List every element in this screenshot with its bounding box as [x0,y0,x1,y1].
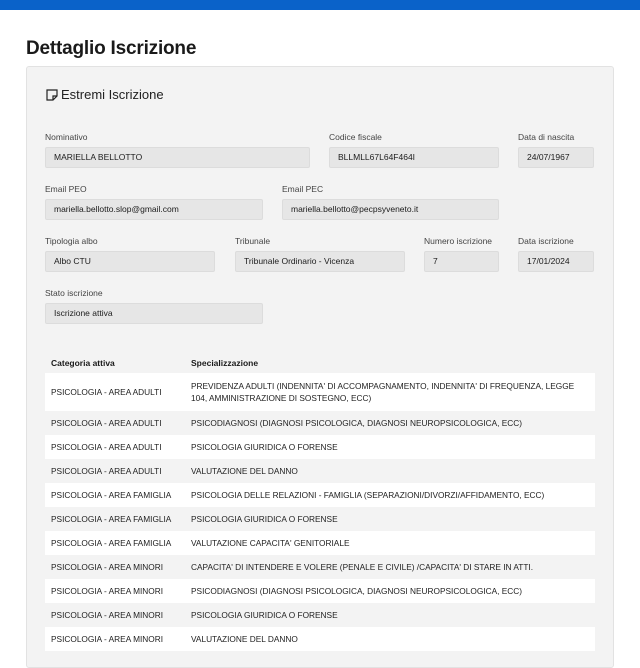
table-row [45,435,595,459]
stato-iscrizione-field: Iscrizione attiva [45,303,263,324]
row-category: PSICOLOGIA - AREA FAMIGLIA [51,538,172,548]
header-specializzazione: Specializzazione [191,357,259,368]
row-category: PSICOLOGIA - AREA MINORI [51,610,164,620]
row-specialization: PSICODIAGNOSI (DIAGNOSI PSICOLOGICA, DIAGNOSI NEUROPSICOLOGICA, ECC) [191,418,523,428]
specializations-table [45,352,595,651]
edit-note-icon [45,88,59,102]
data-iscrizione-field: 17/01/2024 [518,251,594,272]
email-peo-label: Email PEO [45,184,87,194]
data-iscrizione-label: Data iscrizione [518,236,574,246]
numero-iscrizione-field: 7 [424,251,499,272]
row-specialization: VALUTAZIONE CAPACITA' GENITORIALE [191,538,350,548]
row-category: PSICOLOGIA - AREA MINORI [51,562,164,572]
row-category: PSICOLOGIA - AREA MINORI [51,586,164,596]
tipologia-albo-field: Albo CTU [45,251,215,272]
table-row [45,459,595,483]
top-header-bar [0,0,640,10]
email-peo-field: mariella.bellotto.slop@gmail.com [45,199,263,220]
row-specialization: PREVIDENZA ADULTI (INDENNITA' DI ACCOMPAGNAMENTO, INDENNITA' DI FREQUENZA, LEGGE 104, AMMINISTRAZIONE DI SOSTEGNO, ECC) [191,381,575,403]
row-category: PSICOLOGIA - AREA ADULTI [51,387,162,397]
header-categoria: Categoria attiva [51,357,115,368]
data-nascita-field: 24/07/1967 [518,147,594,168]
nominativo-field: MARIELLA BELLOTTO [45,147,310,168]
codice-fiscale-label: Codice fiscale [329,132,382,142]
section-header [45,87,164,102]
row-specialization: PSICOLOGIA GIURIDICA O FORENSE [191,442,338,452]
table-row [45,531,595,555]
row-category: PSICOLOGIA - AREA FAMIGLIA [51,490,172,500]
page-title: Dettaglio Iscrizione [26,38,197,59]
email-pec-field: mariella.bellotto@pecpsyveneto.it [282,199,499,220]
row-specialization: PSICOLOGIA GIURIDICA O FORENSE [191,610,338,620]
row-specialization: PSICOLOGIA GIURIDICA O FORENSE [191,514,338,524]
row-category: PSICOLOGIA - AREA FAMIGLIA [51,514,172,524]
row-specialization: VALUTAZIONE DEL DANNO [191,634,298,644]
table-header [45,352,595,373]
row-specialization: VALUTAZIONE DEL DANNO [191,466,298,476]
row-specialization: CAPACITA' DI INTENDERE E VOLERE (PENALE E CIVILE) /CAPACITA' DI STARE IN ATTI. [191,562,534,572]
table-row [45,579,595,603]
data-nascita-label: Data di nascita [518,132,575,142]
numero-iscrizione-label: Numero iscrizione [424,236,493,246]
codice-fiscale-field: BLLMLL67L64F464I [329,147,499,168]
table-row [45,483,595,507]
section-title: Estremi Iscrizione [61,87,164,102]
stato-iscrizione-label: Stato iscrizione [45,288,103,298]
nominativo-label: Nominativo [45,132,88,142]
tribunale-label: Tribunale [235,236,271,246]
tipologia-albo-label: Tipologia albo [45,236,98,246]
row-category: PSICOLOGIA - AREA ADULTI [51,418,162,428]
table-row [45,411,595,435]
table-row [45,627,595,651]
table-row [45,603,595,627]
row-category: PSICOLOGIA - AREA ADULTI [51,442,162,452]
row-category: PSICOLOGIA - AREA ADULTI [51,466,162,476]
table-row [45,373,595,411]
table-row [45,555,595,579]
row-specialization: PSICOLOGIA DELLE RELAZIONI - FAMIGLIA (SEPARAZIONI/DIVORZI/AFFIDAMENTO, ECC) [191,490,545,500]
row-category: PSICOLOGIA - AREA MINORI [51,634,164,644]
table-row [45,507,595,531]
email-pec-label: Email PEC [282,184,324,194]
tribunale-field: Tribunale Ordinario - Vicenza [235,251,405,272]
row-specialization: PSICODIAGNOSI (DIAGNOSI PSICOLOGICA, DIAGNOSI NEUROPSICOLOGICA, ECC) [191,586,523,596]
